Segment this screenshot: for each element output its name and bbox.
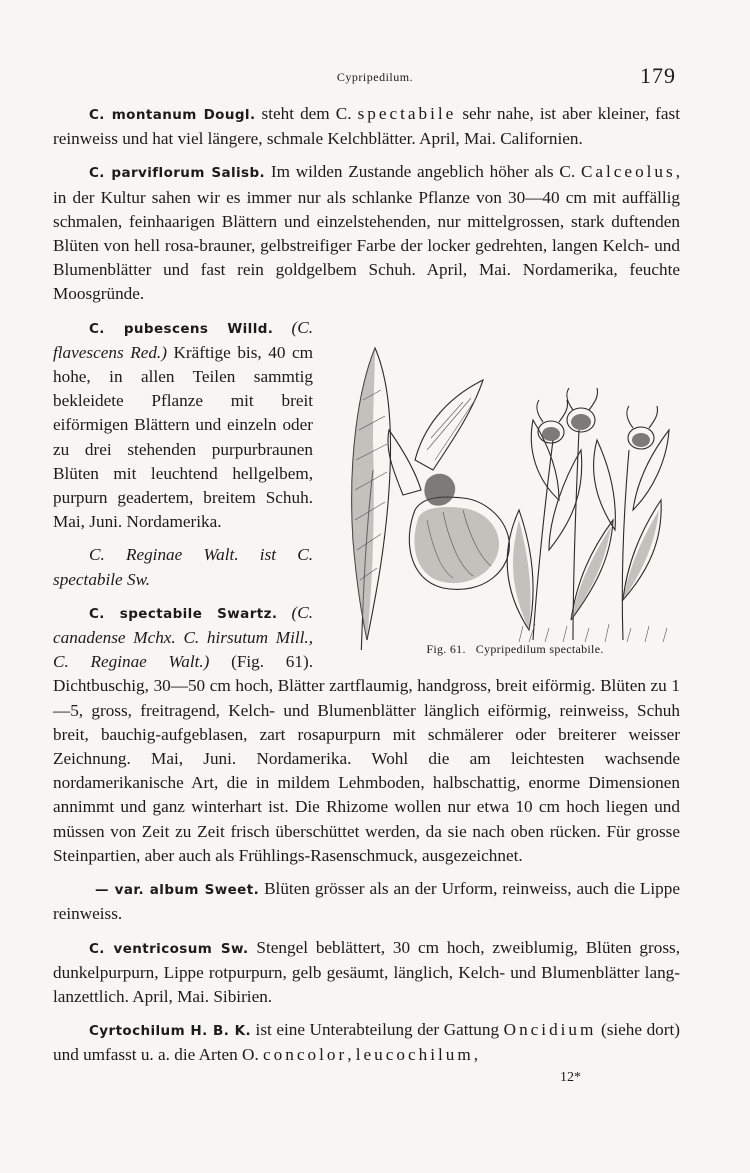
entry-reginae: C. Reginae Walt. ist C. spectabile Sw. (53, 545, 313, 589)
synonym: (C. canadense Mchx. C. hirsutum Mill., C. Reginae Walt.) (53, 602, 313, 672)
entry-text: , in der Kultur sahen wir es immer nur als schlanke Pflanze von 30—40 cm mit auffällig schmalen, feinhaarigen Blättern und einzelstehenden, nur mittelgrossen, stark duftenden Blüten von hell rosa-brauner, gelbstreifiger Farbe der locker gedrehten, langen Kelch- und Blumenblätter und fast rein goldgelbem Schuh. April, Mai. Nordamerika, feuchte Moosgründe. (53, 162, 681, 304)
entry-montanum (53, 102, 680, 151)
page-number: 179 (640, 63, 676, 88)
entry-text: steht dem C. (255, 104, 358, 123)
entry-text: , (473, 1045, 479, 1065)
species-name: C. spectabile Swartz. (89, 605, 278, 622)
entry-text: Kräftige bis, 40 cm hohe, in allen Teilen sammtig bekleidete Pflanze mit breit eiförmigen Blättern und einzeln oder zu drei stehenden purpurbraunen Blüten mit leuchtend hellgelbem, purpurn geadertem, breitem Schuh. Mai, Juni. Nordamerika. (53, 342, 313, 532)
spaced-name: spectabile (357, 104, 457, 123)
spaced-name: Calceolus (580, 162, 676, 182)
orchid-illustration (323, 320, 688, 650)
entry-cyrtochilum (53, 1018, 680, 1067)
orchid-flower-left (352, 348, 510, 650)
figure-caption (365, 637, 665, 661)
entry-text: , (347, 1045, 356, 1065)
spaced-name: leucochilum (355, 1045, 474, 1065)
genus-name: Cyrtochilum H. B. K. (89, 1023, 251, 1040)
species-name: C. ventricosum Sw. (89, 940, 249, 957)
entry-text: (siehe dort) und umfasst u. a. die Arten O. (53, 1020, 680, 1065)
entry-text: (Fig. 61). Dichtbuschig, 30—50 cm hoch, Blätter zartflaumig, handgross, breit eiförmig. Blüten zu 1—5, gross, freitragend, Kelch- und Blumenblätter länglich eiförmig, reinweiss, Schuh breit, bauchig-aufgeblasen, zart rosapurpurn mit schmälerer oder breiterer weisser Zeichnung. Mai, Juni. Nordamerika. Wohl die am leichtesten wachsende nordamerikanische Art, die in mildem Lehmboden, halbschattig, enorme Dimensionen annimmt und ganz winterhart ist. Die Rhizome wollen nur etwa 10 cm hoch liegen und müssen von Zeit zu Zeit frisch überschüttet werden, da sie nach oben rücken. Für grosse Steinpartien, aber auch als Frühlings-Rasenschmuck, ausgezeichnet. (53, 652, 680, 865)
entry-ventricosum (53, 936, 680, 1010)
running-title: Cypripedilum. (336, 70, 414, 84)
entry-text: ist eine Unterabteilung der Gattung (250, 1020, 504, 1040)
species-name: C. parviflorum Salisb. (89, 165, 266, 182)
main-text (53, 102, 680, 1077)
entry-album (53, 877, 680, 926)
figure-61 (323, 320, 688, 670)
entry-text: Stengel beblättert, 30 cm hoch, zweiblumig, Blüten gross, dunkelpurpurn, Lippe rotpurpurn, gelb gesäumt, länglich, Kelch- und Blumenblätter lang-lanzettlich. April, Mai. Sibirien. (53, 937, 680, 1006)
entry-text: Im wilden Zustande angeblich höher als C. (265, 162, 581, 182)
figure-caption-text: Cypripedilum spectabile. (475, 642, 604, 657)
entry-text: sehr nahe, ist aber kleiner, fast reinweiss und hat viel längere, schmale Kelchblätter. April, Mai. Californien. (53, 104, 680, 149)
synonym: (C. flavescens Red.) (53, 317, 313, 362)
signature-mark: 12* (560, 1070, 581, 1085)
spaced-name: concolor (263, 1045, 348, 1065)
species-name: C. pubescens Willd. (89, 320, 274, 337)
entry-parviflorum (53, 160, 680, 306)
spaced-name: Oncidium (503, 1020, 597, 1040)
variety-name: — var. album Sweet. (95, 882, 260, 899)
orchid-clump-right (507, 388, 669, 642)
entry-text: Blüten grösser als an der Urform, reinweiss, auch die Lippe reinweiss. (53, 879, 680, 924)
figure-number: Fig. 61. (426, 642, 466, 657)
species-name: C. montanum Dougl. (89, 107, 256, 123)
